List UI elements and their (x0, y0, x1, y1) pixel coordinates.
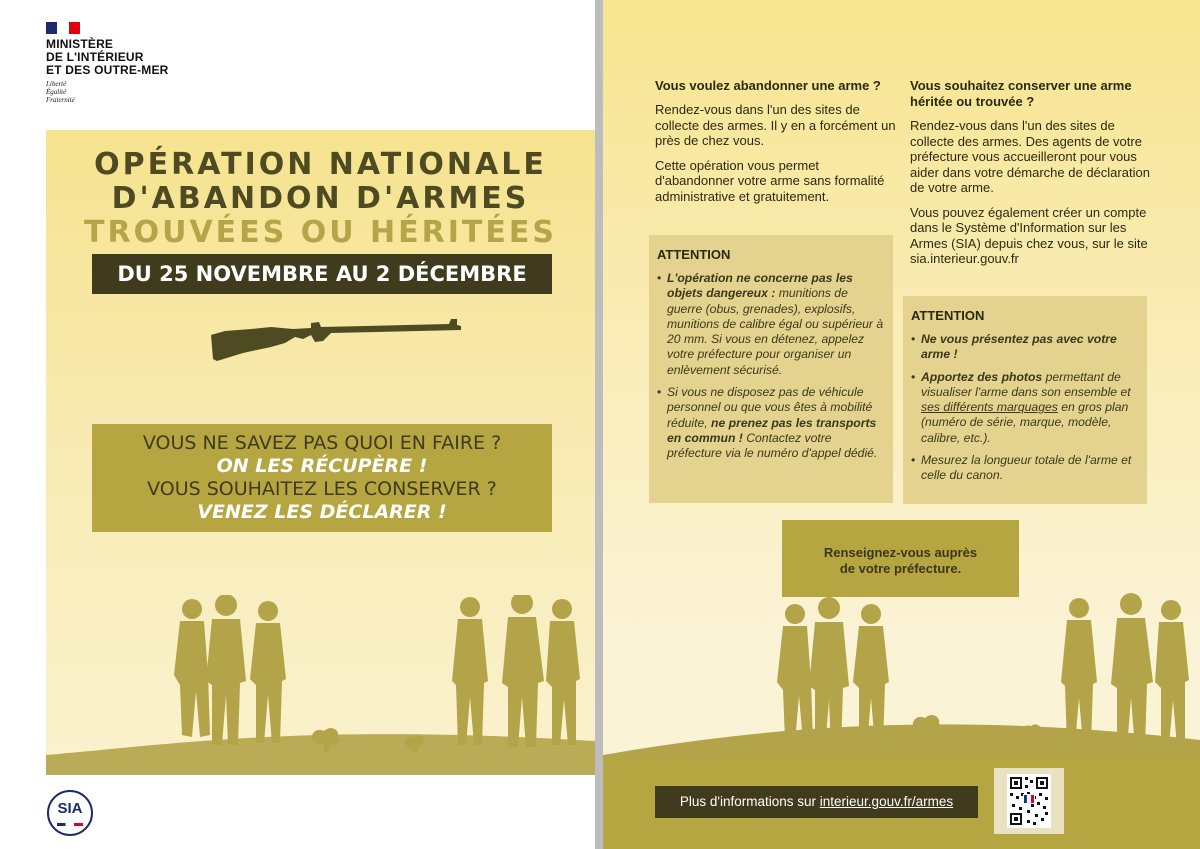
french-flag-icon (46, 22, 80, 34)
attention-item (911, 332, 1139, 363)
attention-item-bold: Ne vous présentez pas avec votre arme ! (921, 332, 1117, 362)
qr-code-icon[interactable] (1007, 774, 1051, 828)
people-silhouette-illustration (46, 595, 595, 775)
page-divider (595, 0, 603, 849)
attention-item (911, 370, 1139, 446)
attention-item-text: Si vous ne disposez pas de véhicule personnel ou que vous êtes à mobilité réduite, (667, 385, 873, 430)
info-line: Renseignez-vous auprès (823, 545, 978, 560)
ministry-name-line: ET DES OUTRE-MER (46, 63, 169, 77)
more-info-link[interactable]: interieur.gouv.fr/armes (819, 794, 954, 809)
keep-paragraph: Vous pouvez également créer un compte dans le Système d'Information sur les Armes (SIA) depuis chez vous, sur le site sia.interieur.gouv.fr (910, 204, 1148, 266)
leaflet-page (603, 0, 1200, 849)
attention-item-bold: L'opération ne concerne pas les objets dangereux : (667, 271, 853, 301)
ministry-name-line: MINISTÈRE (46, 37, 114, 51)
people-silhouette-illustration (603, 590, 1200, 760)
attention-item-text: permettant de visualiser l'arme dans son ensemble et (921, 369, 1131, 399)
attention-title: ATTENTION (911, 308, 985, 323)
attention-item (657, 385, 885, 461)
poster-panel (46, 130, 595, 775)
more-info-text: Plus d'informations sur (679, 794, 820, 809)
qr-code-frame (994, 768, 1064, 834)
attention-box-abandon (649, 235, 893, 503)
abandon-heading: Vous voulez abandonner une arme ? (655, 78, 881, 93)
attention-item-underline: ses différents marquages (921, 400, 1058, 415)
motto-liberte: Liberté (46, 80, 67, 88)
attention-item: • Mesurez la longueur totale de l'arme et celle du canon. (911, 453, 1139, 484)
poster-title-line2: D'ABANDON D'ARMES (111, 181, 530, 216)
motto-fraternite: Fraternité (46, 96, 75, 104)
poster-title-line3: TROUVÉES OU HÉRITÉES (84, 215, 557, 250)
attention-title: ATTENTION (657, 247, 731, 262)
attention-item-text: Contactez votre préfecture via le numéro d'appel dédié. (667, 430, 878, 461)
message-box (92, 424, 552, 532)
sia-badge-logo (47, 790, 93, 836)
keep-paragraph: Rendez-vous dans l'un des sites de collecte des armes. Des agents de votre préfecture vous accueilleront pour vous aider dans votre démarche de déclaration de votre arme. (910, 118, 1150, 195)
motto (46, 80, 196, 104)
attention-item-text: munitions de guerre (obus, grenades), explosifs, munitions de calibre égal ou supérieur à 20 mm. Si vous en détenez, appelez votre préfecture pour organiser un enlèvement sécurisé. (667, 286, 884, 377)
abandon-paragraph: Rendez-vous dans l'un des sites de collecte des armes. Il y en a forcément un près de chez vous. (655, 102, 896, 148)
keep-column (910, 78, 1155, 276)
keep-heading: Vous souhaitez conserver une arme héritée ou trouvée ? (910, 78, 1132, 109)
poster-page (0, 0, 595, 849)
attention-box-keep (903, 296, 1147, 504)
prefecture-info-box (782, 520, 1019, 597)
abandon-column (655, 78, 900, 213)
message-answer1: ON LES RÉCUPÈRE ! (216, 455, 428, 477)
message-answer2: VENEZ LES DÉCLARER ! (197, 501, 447, 523)
tricolor-strip (57, 823, 83, 826)
attention-item-text: en gros plan (numéro de série, marque, modèle, calibre, etc.). (921, 400, 1129, 445)
info-line: de votre préfecture. (839, 561, 962, 576)
ministry-name-line: DE L'INTÉRIEUR (46, 50, 144, 64)
more-info-bar (655, 786, 978, 818)
message-question2: VOUS SOUHAITEZ LES CONSERVER ? (147, 478, 497, 500)
date-banner: DU 25 NOVEMBRE AU 2 DÉCEMBRE (92, 254, 552, 294)
abandon-paragraph: Cette opération vous permet d'abandonner votre arme sans formalité administrative et gratuitement. (655, 157, 885, 204)
attention-item-bold: Apportez des photos (921, 369, 1043, 384)
attention-item-bold: ne prenez pas les transports en commun ! (667, 415, 877, 445)
rifle-icon (211, 313, 466, 361)
message-question1: VOUS NE SAVEZ PAS QUOI EN FAIRE ? (142, 432, 502, 454)
sia-badge-text: SIA (57, 800, 83, 817)
motto-egalite: Égalité (46, 88, 67, 96)
attention-item (657, 271, 885, 378)
poster-title-line1: OPÉRATION NATIONALE (94, 147, 547, 182)
ministry-logo (46, 22, 196, 104)
